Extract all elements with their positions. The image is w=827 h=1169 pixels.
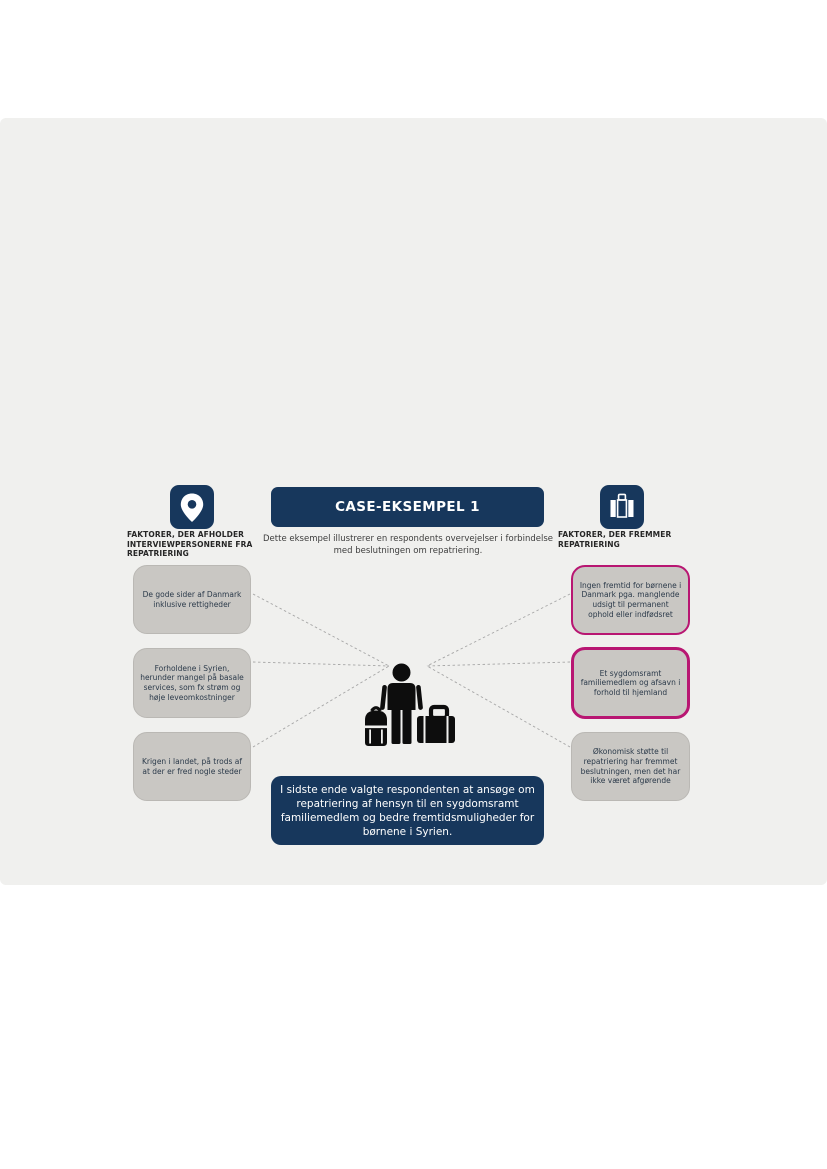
factor-box-left-1: [133, 565, 251, 634]
factor-text: Forholdene i Syrien, herunder mangel på basale services, som fx strøm og høje leveomkostninger: [140, 663, 244, 702]
factor-text: Økonomisk støtte til repatriering har fremmet beslutningen, men det har ikke været afgørende: [580, 747, 681, 786]
factor-box-left-3: [133, 732, 251, 801]
conclusion-text: I sidste ende valgte respondenten at ansøge om repatriering af hensyn til en sygdomsramt familiemedlem og bedre fremtidsmuligheder for børnene i Syrien.: [280, 783, 535, 838]
factor-text: Krigen i landet, på trods af at der er fred nogle steder: [141, 756, 243, 776]
case-title: CASE-EKSEMPEL 1: [335, 499, 480, 515]
factor-box-left-2: [133, 648, 251, 718]
factor-box-right-1: [571, 565, 690, 635]
location-pin-icon: [170, 485, 214, 529]
right-column-heading: FAKTORER, DER FREMMER REPATRIERING: [558, 530, 672, 549]
case-description: Dette eksempel illustrerer en respondents overvejelser i forbindelse med beslutningen om repatriering.: [263, 534, 553, 556]
conclusion-box: [271, 776, 544, 845]
factor-text: Ingen fremtid for børnene i Danmark pga. manglende udsigt til permanent ophold eller indfødsret: [579, 580, 682, 619]
suitcase-icon: [600, 485, 644, 529]
factor-text: De gode sider af Danmark inklusive rettigheder: [142, 589, 242, 609]
factor-text: Et sygdomsramt familiemedlem og afsavn i forhold til hjemland: [580, 668, 681, 697]
case-example-panel: [0, 118, 827, 885]
case-title-bar: [271, 487, 544, 527]
factor-box-right-2: [571, 647, 690, 719]
person-with-luggage-icon: [362, 663, 455, 748]
factor-box-right-3: [571, 732, 690, 801]
left-column-heading: FAKTORER, DER AFHOLDER INTERVIEWPERSONERNE FRA REPATRIERING: [127, 530, 253, 558]
